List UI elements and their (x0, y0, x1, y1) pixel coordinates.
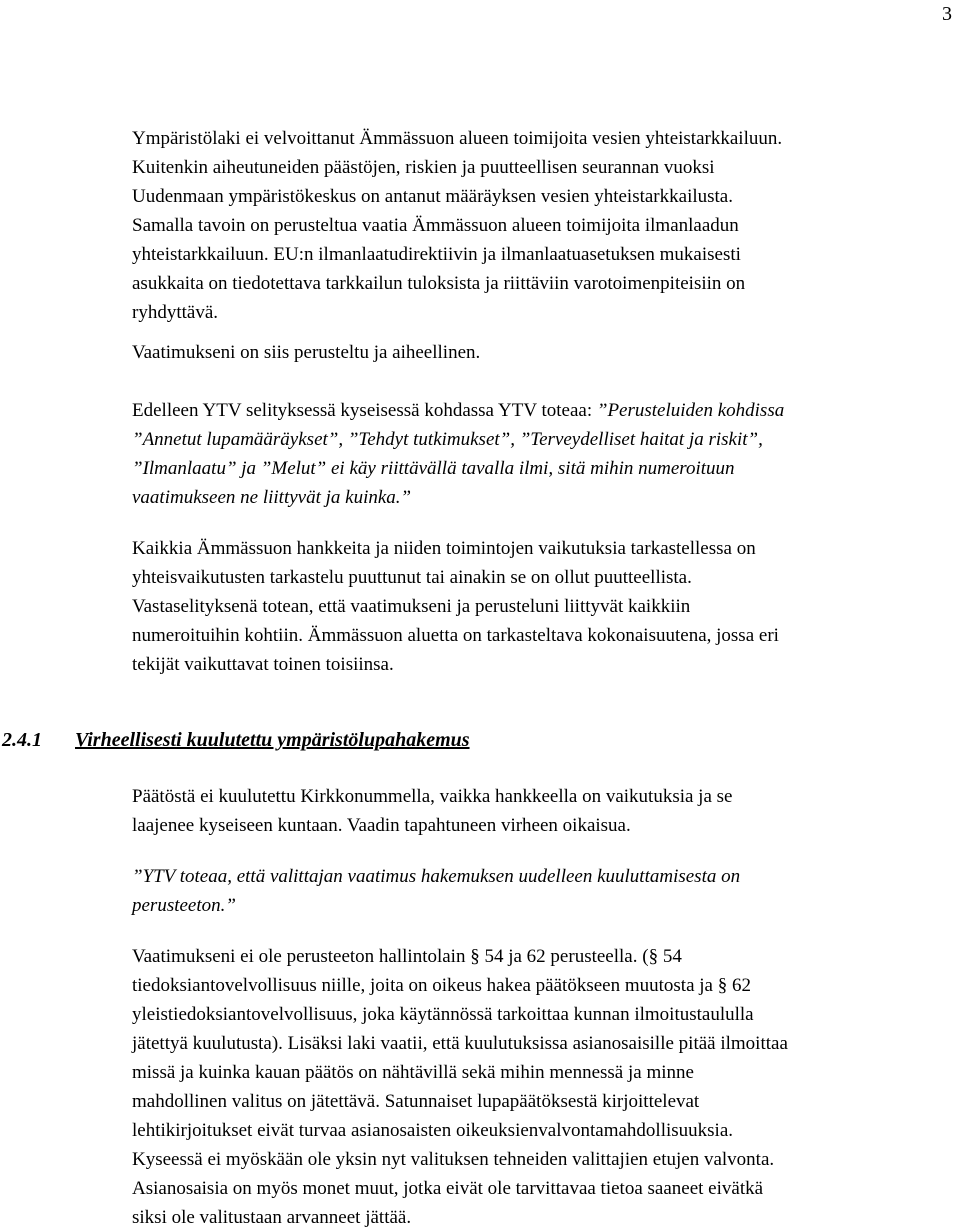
section-heading (2, 726, 470, 755)
text-line: Asianosaisia on myös monet muut, jotka eivät ole tarvittavaa tietoa saaneet eivätkä (132, 1178, 764, 1199)
paragraph-administrative-law (132, 942, 932, 1232)
paragraph-ytv-statement (132, 396, 932, 512)
text-line (132, 971, 932, 1000)
section-sign-icon: § (648, 946, 659, 967)
text-segment: Edelleen YTV selityksessä kyseisessä kohdassa YTV toteaa: (132, 400, 597, 421)
text-line: yleistiedoksiantovelvollisuus, joka käytännössä tarkoittaa kunnan ilmoitustaululla (132, 1004, 754, 1025)
paragraph-ytv-quote (132, 862, 932, 920)
text-segment: 54 (658, 946, 682, 967)
quoted-text-line: ”Ilmanlaatu” ja ”Melut” ei käy riittävällä tavalla ilmi, sitä mihin numeroituun (132, 458, 735, 479)
text-line (132, 942, 932, 971)
text-line: jätettyä kuulutusta). Lisäksi laki vaatii, että kuulutuksissa asianosaisille pitää ilmoittaa (132, 1033, 788, 1054)
paragraph-combined-effects (132, 534, 932, 679)
section-sign-icon: § (470, 946, 480, 967)
quoted-text-line: ”YTV toteaa, että valittajan vaatimus hakemuksen uudelleen kuuluttamisesta on (132, 866, 741, 887)
text-segment: tiedoksiantovelvollisuus niille, joita on oikeus hakea päätökseen muutosta ja (132, 975, 718, 996)
text-line (132, 396, 932, 425)
section-title: Virheellisesti kuulutettu ympäristölupahakemus (75, 729, 470, 751)
text-line: laajenee kyseiseen kuntaan. Vaadin tapahtuneen virheen oikaisua. (132, 815, 631, 836)
section-number: 2.4.1 (2, 729, 42, 751)
text-segment: 54 ja 62 perusteella. ( (479, 946, 649, 967)
text-line: Päätöstä ei kuulutettu Kirkkonummella, vaikka hankkeella on vaikutuksia ja se (132, 786, 733, 807)
text-line: Vastaselityksenä totean, että vaatimukseni ja perusteluni liittyvät kaikkiin (132, 596, 691, 617)
text-line: numeroituihin kohtiin. Ämmässuon aluetta on tarkasteltava kokonaisuutena, jossa eri (132, 625, 779, 646)
section-sign-icon: § (717, 975, 728, 996)
text-line: lehtikirjoitukset eivät turvaa asianosaisten oikeuksienvalvontamahdollisuuksia. (132, 1120, 734, 1141)
text-line: Kyseessä ei myöskään ole yksin nyt valituksen tehneiden valittajien etujen valvonta. (132, 1149, 775, 1170)
text-line: Kaikkia Ämmässuon hankkeita ja niiden toimintojen vaikutuksia tarkastellessa on (132, 538, 756, 559)
paragraph-air-quality-monitoring (132, 124, 932, 327)
text-line: Ympäristölaki ei velvoittanut Ämmässuon alueen toimijoita vesien yhteistarkkailuun. (132, 128, 783, 149)
text-line: ryhdyttävä. (132, 302, 219, 323)
text-line: tekijät vaikuttavat toinen toisiinsa. (132, 654, 394, 675)
paragraph-kirkkonummi (132, 782, 932, 840)
text-line: Samalla tavoin on perusteltua vaatia Ämmässuon alueen toimijoita ilmanlaadun (132, 215, 739, 236)
quoted-text-line: vaatimukseen ne liittyvät ja kuinka.” (132, 487, 412, 508)
page-number: 3 (942, 3, 952, 25)
quoted-text-line: perusteeton.” (132, 895, 236, 916)
text-line: Uudenmaan ympäristökeskus on antanut määräyksen vesien yhteistarkkailusta. (132, 186, 733, 207)
text-segment: 62 (727, 975, 751, 996)
text-segment: Vaatimukseni ei ole perusteeton hallintolain (132, 946, 471, 967)
quoted-text-line: ”Annetut lupamääräykset”, ”Tehdyt tutkimukset”, ”Terveydelliset haitat ja riskit”, (132, 429, 763, 450)
text-line: yhteisvaikutusten tarkastelu puuttunut tai ainakin se on ollut puutteellista. (132, 567, 692, 588)
paragraph-justification (132, 338, 932, 367)
text-line: siksi ole valitustaan arvanneet jättää. (132, 1207, 412, 1228)
text-line: Kuitenkin aiheutuneiden päästöjen, riskien ja puutteellisen seurannan vuoksi (132, 157, 715, 178)
quoted-text: ”Perusteluiden kohdissa (596, 400, 785, 421)
text-line: asukkaita on tiedotettava tarkkailun tuloksista ja riittäviin varotoimenpiteisiin on (132, 273, 746, 294)
text-line: yhteistarkkailuun. EU:n ilmanlaatudirektiivin ja ilmanlaatuasetuksen mukaisesti (132, 244, 741, 265)
text-line: mahdollinen valitus on jätettävä. Satunnaiset lupapäätöksestä kirjoittelevat (132, 1091, 700, 1112)
text-line: missä ja kuinka kauan päätös on nähtävillä sekä mihin mennessä ja minne (132, 1062, 694, 1083)
text-line: Vaatimukseni on siis perusteltu ja aiheellinen. (132, 342, 481, 363)
